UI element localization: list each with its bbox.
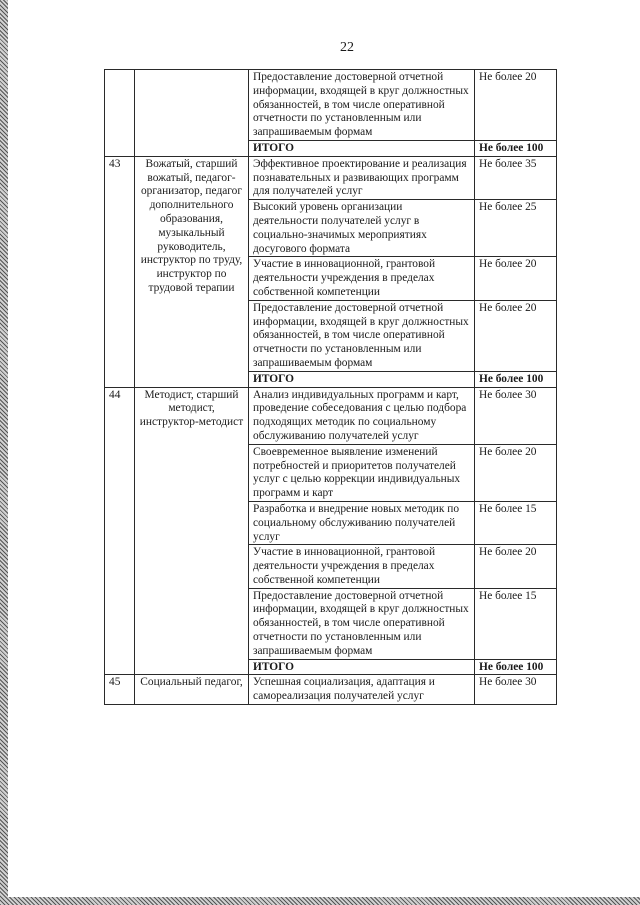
total-label: ИТОГО	[249, 140, 475, 156]
row-number: 45	[105, 675, 135, 705]
criterion-value: Не более 20	[475, 300, 557, 371]
criterion-value: Не более 25	[475, 200, 557, 257]
row-number: 44	[105, 387, 135, 675]
position-title: Социальный педагог,	[135, 675, 249, 705]
scan-edge-left	[0, 0, 8, 905]
criterion-text: Предоставление достоверной отчетной информации, входящей в круг должностных обязанностей, в том числе оперативной отчетности по установленным или запрашиваемым формам	[249, 300, 475, 371]
criterion-text: Участие в инновационной, грантовой деятельности учреждения в пределах собственной компетенции	[249, 257, 475, 300]
criterion-value: Не более 30	[475, 675, 557, 705]
total-label: ИТОГО	[249, 659, 475, 675]
total-value: Не более 100	[475, 659, 557, 675]
position-title	[135, 70, 249, 157]
total-value: Не более 100	[475, 371, 557, 387]
criterion-value: Не более 20	[475, 70, 557, 141]
position-title: Методист, старший методист, инструктор-методист	[135, 387, 249, 675]
total-label: ИТОГО	[249, 371, 475, 387]
criterion-value: Не более 20	[475, 257, 557, 300]
criteria-table	[104, 69, 557, 705]
table-row	[105, 156, 557, 199]
criterion-text: Эффективное проектирование и реализация познавательных и развивающих программ для получателей услуг	[249, 156, 475, 199]
criterion-text: Успешная социализация, адаптация и самореализация получателей услуг	[249, 675, 475, 705]
table-row	[105, 70, 557, 141]
criterion-text: Участие в инновационной, грантовой деятельности учреждения в пределах собственной компетенции	[249, 545, 475, 588]
position-title: Вожатый, старший вожатый, педагог-организатор, педагог дополнительного образования, музыкальный руководитель, инструктор по труду, инструктор по трудовой терапии	[135, 156, 249, 387]
page-number: 22	[340, 40, 354, 55]
total-value: Не более 100	[475, 140, 557, 156]
criterion-text: Высокий уровень организации деятельности получателей услуг в социально-значимых мероприятиях досугового формата	[249, 200, 475, 257]
criterion-text: Разработка и внедрение новых методик по социальному обслуживанию получателей услуг	[249, 501, 475, 544]
row-number: 43	[105, 156, 135, 387]
row-number	[105, 70, 135, 157]
criterion-value: Не более 15	[475, 588, 557, 659]
scan-edge-bottom	[0, 897, 640, 905]
criterion-text: Предоставление достоверной отчетной информации, входящей в круг должностных обязанностей, в том числе оперативной отчетности по установленным или запрашиваемым формам	[249, 588, 475, 659]
criterion-value: Не более 15	[475, 501, 557, 544]
criterion-value: Не более 20	[475, 444, 557, 501]
criterion-value: Не более 30	[475, 387, 557, 444]
criterion-value: Не более 20	[475, 545, 557, 588]
table-row	[105, 387, 557, 444]
table-row	[105, 675, 557, 705]
criterion-text: Анализ индивидуальных программ и карт, проведение собеседования с целью подбора подходящих методик по социальному обслуживанию получателей услуг	[249, 387, 475, 444]
criterion-value: Не более 35	[475, 156, 557, 199]
criterion-text: Предоставление достоверной отчетной информации, входящей в круг должностных обязанностей, в том числе оперативной отчетности по установленным или запрашиваемым формам	[249, 70, 475, 141]
criterion-text: Своевременное выявление изменений потребностей и приоритетов получателей услуг с целью коррекции индивидуальных программ и карт	[249, 444, 475, 501]
